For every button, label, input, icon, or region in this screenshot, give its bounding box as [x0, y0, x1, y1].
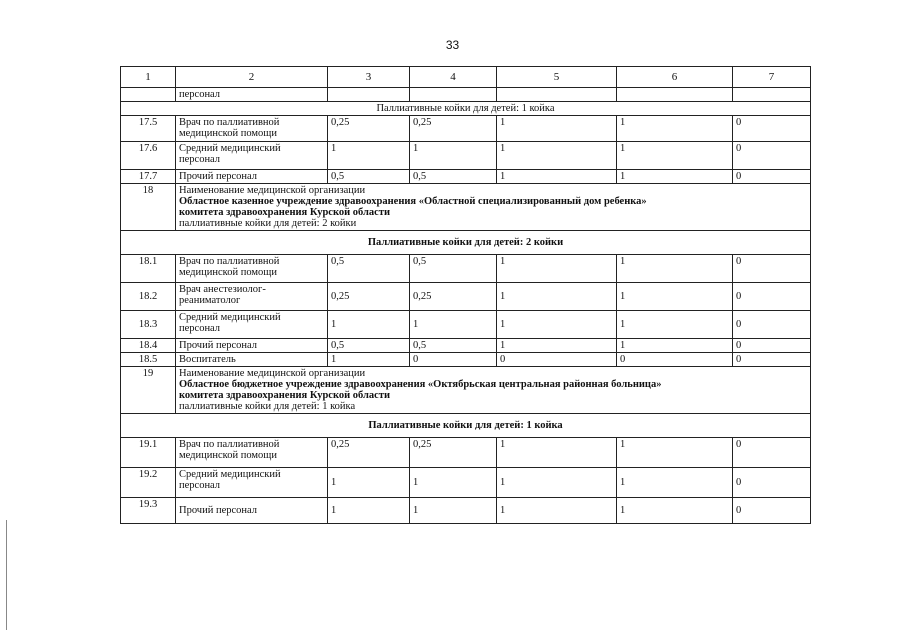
row-number-cell: 18.2 — [121, 283, 176, 311]
org-beds: паллиативные койки для детей: 2 койки — [179, 218, 357, 229]
table-row — [121, 311, 811, 339]
value-cell: 1 — [617, 255, 733, 283]
value-cell: 0,5 — [410, 170, 497, 184]
org-number-cell: 19 — [121, 367, 176, 414]
page-number: 33 — [445, 38, 460, 52]
value-cell: 1 — [617, 438, 733, 468]
value-cell: 0 — [733, 283, 811, 311]
value-cell: 0 — [733, 468, 811, 498]
value-cell: 1 — [617, 498, 733, 524]
value-cell: 1 — [410, 498, 497, 524]
value-cell: 0 — [733, 142, 811, 170]
row-number-cell: 18.1 — [121, 255, 176, 283]
org-subtitle: комитета здравоохранения Курской области — [179, 390, 391, 401]
position-cell — [176, 283, 328, 311]
position-cell: персонал — [176, 88, 328, 102]
section-header-row — [121, 102, 811, 116]
table-row — [121, 255, 811, 283]
value-cell: 0,25 — [410, 116, 497, 142]
organization-row — [121, 184, 811, 231]
position-name-line: персонал — [179, 323, 221, 334]
section-header: Паллиативные койки для детей: 2 койки — [121, 231, 811, 255]
table-row — [121, 353, 811, 367]
section-header: Паллиативные койки для детей: 1 койка — [121, 102, 811, 116]
value-cell: 0 — [733, 498, 811, 524]
value-cell: 1 — [617, 468, 733, 498]
org-caption: Наименование медицинской организации — [179, 185, 366, 196]
position-name-line: персонал — [179, 480, 221, 491]
section-header-row — [121, 231, 811, 255]
column-header: 1 — [121, 67, 176, 88]
table-row — [121, 438, 811, 468]
value-cell: 0,5 — [410, 255, 497, 283]
value-cell: 1 — [328, 311, 410, 339]
row-number-cell: 17.5 — [121, 116, 176, 142]
column-number-row — [121, 67, 811, 88]
position-cell — [176, 311, 328, 339]
position-cell — [176, 142, 328, 170]
table-row — [121, 116, 811, 142]
column-header: 2 — [176, 67, 328, 88]
value-cell: 0 — [733, 255, 811, 283]
org-number-cell: 18 — [121, 184, 176, 231]
value-cell: 1 — [497, 468, 617, 498]
position-cell: Прочий персонал — [176, 498, 328, 524]
org-beds: паллиативные койки для детей: 1 койка — [179, 401, 356, 412]
column-header: 6 — [617, 67, 733, 88]
value-cell: 1 — [410, 142, 497, 170]
value-cell: 0 — [410, 353, 497, 367]
row-number-cell: 18.5 — [121, 353, 176, 367]
position-cell — [176, 116, 328, 142]
table-row — [121, 339, 811, 353]
value-cell: 1 — [617, 116, 733, 142]
value-cell: 0,25 — [410, 438, 497, 468]
position-cell — [176, 468, 328, 498]
org-caption: Наименование медицинской организации — [179, 368, 366, 379]
value-cell: 1 — [617, 283, 733, 311]
position-name-line: реаниматолог — [179, 295, 241, 306]
table-row — [121, 283, 811, 311]
org-title: Областное казенное учреждение здравоохранения «Областной специализированный дом ребенка» — [179, 196, 647, 207]
value-cell: 0 — [733, 438, 811, 468]
value-cell: 1 — [410, 468, 497, 498]
value-cell: 0 — [733, 339, 811, 353]
position-cell: Прочий персонал — [176, 339, 328, 353]
table-row — [121, 170, 811, 184]
row-number-cell: 18.4 — [121, 339, 176, 353]
table-row — [121, 498, 811, 524]
position-name-line: персонал — [179, 154, 221, 165]
position-name-line: Средний медицинский — [179, 143, 281, 154]
organization-row — [121, 367, 811, 414]
value-cell: 1 — [328, 353, 410, 367]
value-cell: 1 — [497, 339, 617, 353]
value-cell: 1 — [497, 170, 617, 184]
position-name-line: Врач анестезиолог- — [179, 284, 266, 295]
value-cell: 0,5 — [410, 339, 497, 353]
value-cell: 0,5 — [328, 170, 410, 184]
column-header: 4 — [410, 67, 497, 88]
value-cell: 0,25 — [328, 116, 410, 142]
row-number-cell: 19.3 — [121, 498, 176, 524]
row-number-cell — [121, 88, 176, 102]
value-cell: 0,25 — [328, 438, 410, 468]
position-name-line: медицинской помощи — [179, 128, 277, 139]
value-cell: 0,25 — [410, 283, 497, 311]
value-cell: 1 — [617, 339, 733, 353]
position-name-line: Врач по паллиативной — [179, 439, 280, 450]
position-cell — [176, 255, 328, 283]
position-name-line: Врач по паллиативной — [179, 256, 280, 267]
staffing-table — [120, 66, 811, 524]
row-number-cell: 17.6 — [121, 142, 176, 170]
value-cell: 1 — [497, 311, 617, 339]
value-cell: 0 — [617, 353, 733, 367]
value-cell: 1 — [497, 438, 617, 468]
table-row — [121, 468, 811, 498]
position-name-line: медицинской помощи — [179, 267, 277, 278]
value-cell: 1 — [617, 311, 733, 339]
value-cell: 1 — [497, 498, 617, 524]
value-cell: 0,25 — [328, 283, 410, 311]
position-name-line: Средний медицинский — [179, 312, 281, 323]
value-cell: 1 — [497, 283, 617, 311]
row-number-cell: 19.2 — [121, 468, 176, 498]
value-cell: 1 — [497, 255, 617, 283]
position-name-line: Средний медицинский — [179, 469, 281, 480]
section-header: Паллиативные койки для детей: 1 койка — [121, 414, 811, 438]
organization-cell — [176, 184, 811, 231]
value-cell: 0,5 — [328, 255, 410, 283]
value-cell: 0,5 — [328, 339, 410, 353]
row-number-cell: 18.3 — [121, 311, 176, 339]
position-cell: Прочий персонал — [176, 170, 328, 184]
section-header-row — [121, 414, 811, 438]
value-cell: 1 — [497, 142, 617, 170]
column-header: 3 — [328, 67, 410, 88]
org-subtitle: комитета здравоохранения Курской области — [179, 207, 391, 218]
value-cell: 0 — [733, 353, 811, 367]
value-cell: 1 — [617, 170, 733, 184]
organization-cell — [176, 367, 811, 414]
position-cell: Воспитатель — [176, 353, 328, 367]
position-name-line: медицинской помощи — [179, 450, 277, 461]
scan-margin-line — [6, 520, 7, 630]
value-cell: 1 — [617, 142, 733, 170]
value-cell: 1 — [328, 468, 410, 498]
value-cell: 1 — [328, 498, 410, 524]
position-cell — [176, 438, 328, 468]
row-number-cell: 17.7 — [121, 170, 176, 184]
value-cell: 0 — [733, 170, 811, 184]
value-cell: 0 — [733, 311, 811, 339]
value-cell: 1 — [410, 311, 497, 339]
value-cell: 1 — [328, 142, 410, 170]
table-row — [121, 142, 811, 170]
position-name-line: Врач по паллиативной — [179, 117, 280, 128]
table-row — [121, 88, 811, 102]
column-header: 5 — [497, 67, 617, 88]
value-cell: 0 — [497, 353, 617, 367]
column-header: 7 — [733, 67, 811, 88]
org-title: Областное бюджетное учреждение здравоохранения «Октябрьская центральная районная больница» — [179, 379, 662, 390]
row-number-cell: 19.1 — [121, 438, 176, 468]
value-cell: 1 — [497, 116, 617, 142]
value-cell: 0 — [733, 116, 811, 142]
